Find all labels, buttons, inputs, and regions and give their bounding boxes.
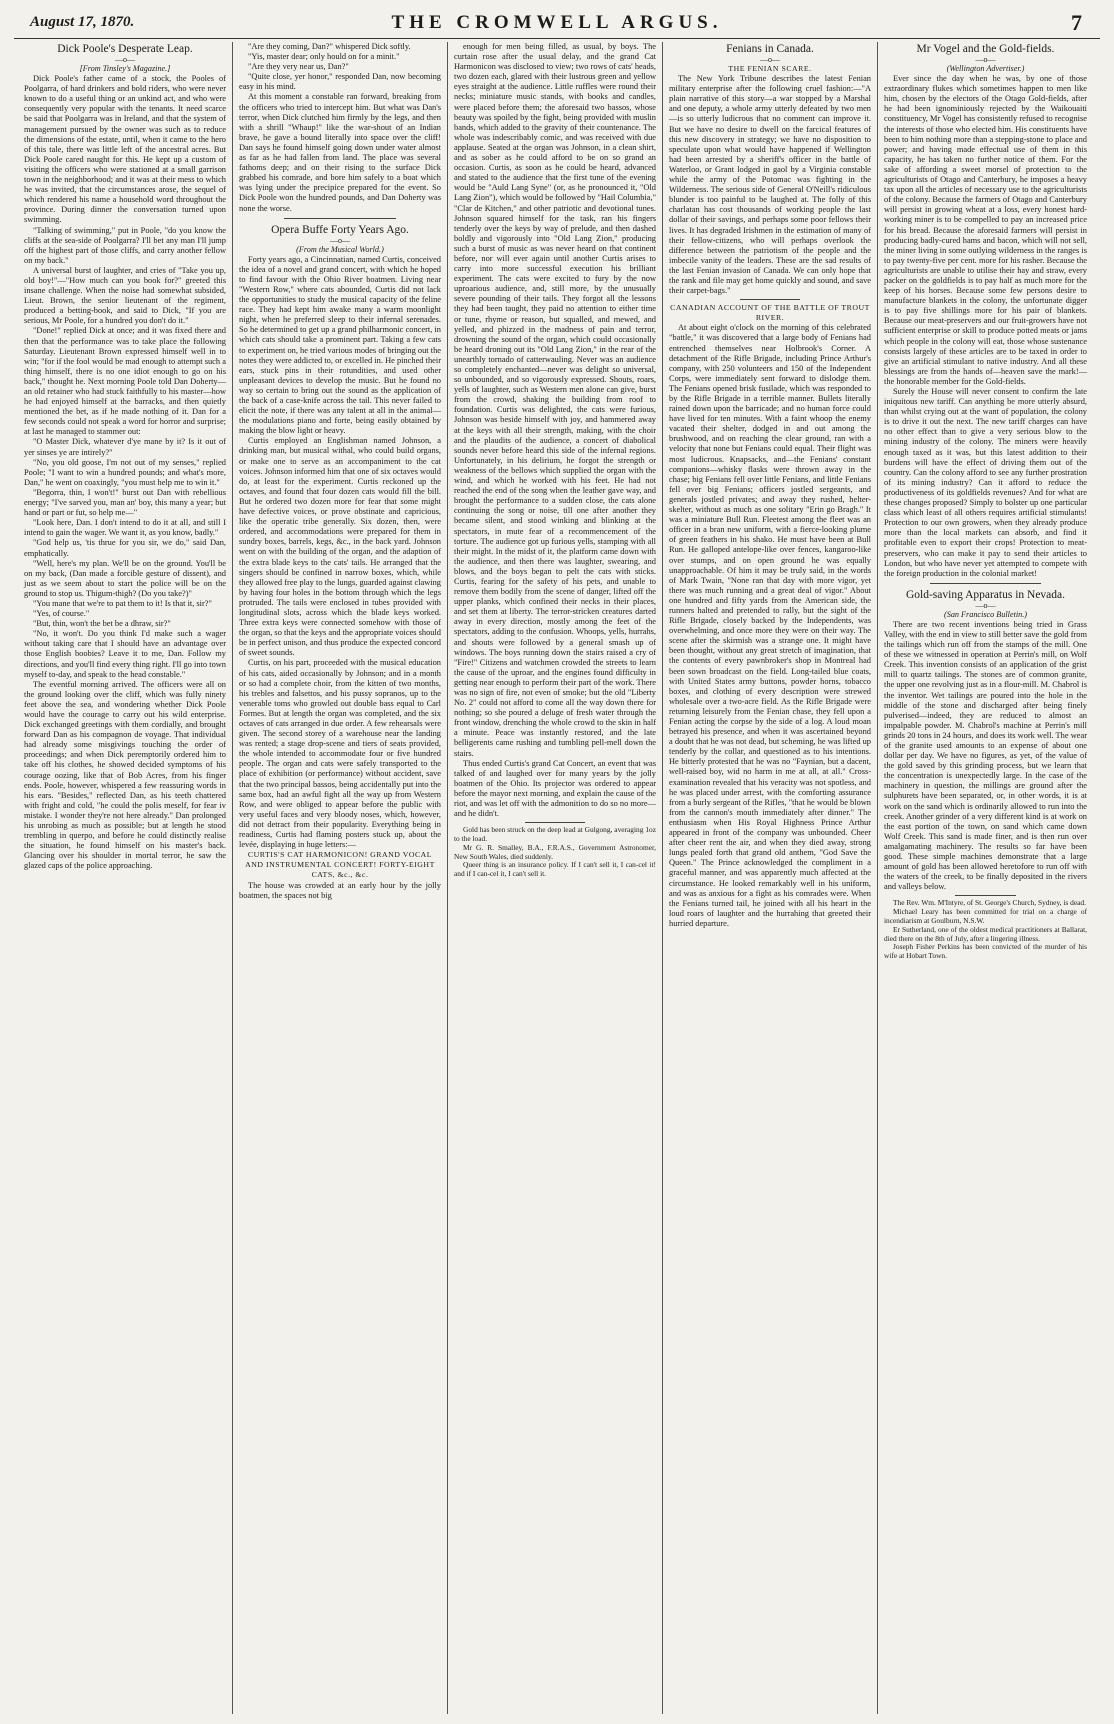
- newspaper-title: THE CROMWELL ARGUS.: [391, 12, 723, 33]
- article-paragraph: At this moment a constable ran forward, breaking from the officers who tried to intercept him. But what was Dan's terror, when Dick clutched him firmly by the legs, and then with a shrill "Whaup!" like the war-shout of an Indian brave, he gave a bound literally into space over the cliff! Dan says he found himself going down under water almost as far as he had fallen from land. The place was several fathoms deep; and on their rising to the surface Dick grabbed his comrade, and bore him safely to a boat which was lying under the precipice prepared for the event. So Dick Poole won the hundred pounds, and Dan Doherty was none the worse.: [239, 92, 441, 213]
- article-paragraph: "No, it won't. Do you think I'd make such a wager without taking care that I should have an advantage over those English boobies? Leave it to me, Dan. Follow my directions, and you'll find every thing right. I'll go into town myself to-day, and speak to the head constable.": [24, 629, 226, 679]
- article-paragraph: "Look here, Dan. I don't intend to do it at all, and still I intend to gain the wager. We want it, as you know, badly.": [24, 518, 226, 538]
- news-brief: Joseph Fisher Perkins has been convicted of the murder of his wife at Hobart Town.: [884, 942, 1087, 961]
- article-source: (From the Musical World.): [296, 244, 384, 254]
- news-brief: Mr G. R. Smalley, B.A., F.R.A.S., Government Astronomer, New South Wales, died suddenly.: [454, 842, 656, 861]
- short-divider: [525, 822, 586, 823]
- issue-date: August 17, 1870.: [30, 14, 135, 30]
- article-paragraph: The house was crowded at an early hour by the jolly boatmen, the spaces not big: [239, 880, 441, 900]
- article-paragraph: A universal burst of laughter, and cries of "Take you up, old boy!"—"How much can you book for?" greeted this insane challenge. When the noise had somewhat subsided, Lieut. Brown, the senior lieutenant of the regiment, produced a betting-book, and said to Dick, "If you are serious, Mr Poole, for a hundred you don't do it.": [24, 265, 226, 326]
- news-brief: Er Sutherland, one of the oldest medical practitioners at Ballarat, died there on the 8th of July, after a lingering illness.: [884, 924, 1087, 943]
- article-paragraph: "Talking of swimming," put in Poole, "do you know the cliffs at the sea-side of Poolgarra? I'll bet any man I'll jump off the highest part of those cliffs, and carry another fellow on my back.": [24, 225, 226, 265]
- article-columns: [18, 42, 1096, 1714]
- separator-ornament: —o—: [760, 55, 780, 64]
- article-source: (San Francisco Bulletin.): [944, 609, 1027, 619]
- article-paragraph: "God help us, 'tis thrue for you sir, we do," said Dan, emphatically.: [24, 538, 226, 558]
- masthead: [14, 8, 1100, 39]
- article-paragraph: The New York Tribune describes the latest Fenian military enterprise after the following cruel fashion:—"A plain narrative of this story—a war stopped by a Marshal and one deputy, a whole army utterly defeated by two men—is so utterly ludicrous that no comment can improve it. But we have no desire to dwell on the farcical features of this new discovery in strategy; we have no disposition to speculate upon what would have happened if Wellington had been arrested by a sheriff's officer in the battle of Waterloo, or Grant lodged in gaol by a Virginia constable while the army of the Potomac was fighting in the Wilderness. The serious side of General O'Neill's ridiculous blunder is too painful to be laughed at. The folly of this charlatan has cost thousands of working people the last dollar of their savings, and perhaps some poor fellows their lives. It has degraded Irishmen in the estimation of many of their fellow-citizens, who will perhaps overlook the difference between the patriotism of the people and the imbecile vanity of the leaders. These are the sad results of the last Fenian invasion of Canada. We can only hope that the rank and file may get home quickly and sound, and save their carpet-bags.": [669, 74, 871, 296]
- article-paragraph: "O Master Dick, whatever d'ye mane by it? Is it out of yer sinses ye are intirely?": [24, 437, 226, 457]
- article-paragraph: "Begorra, thin, I won't!" burst out Dan with rebellious energy; "I've sarved you, man an' boy, this many a year; but hand or part or fut, so help me—": [24, 487, 226, 518]
- article-paragraph: "Yes, of course.": [33, 609, 90, 619]
- article-paragraph: "You mane that we're to pat them to it! Is that it, sir?": [33, 598, 212, 608]
- separator-ornament: —o—: [975, 55, 996, 64]
- news-brief: Gold has been struck on the deep lead at Gulgong, averaging 1oz to the load.: [454, 825, 656, 844]
- article-paragraph: "Well, here's my plan. We'll be on the ground. You'll be on my back, (Dan made a forcible gesture of dissent), and just as we seem about to start the police will be on the ground to stop us. Thigum-thigh? (Do you take?)": [24, 558, 226, 598]
- page-number: 7: [1071, 10, 1082, 35]
- article-headline: Dick Poole's Desperate Leap.: [57, 43, 193, 55]
- article-paragraph: "Are they coming, Dan?" whispered Dick softly.: [248, 42, 411, 51]
- article-headline: Fenians in Canada.: [726, 43, 814, 55]
- article-subheading: THE FENIAN SCARE.: [728, 64, 812, 73]
- column-5: [878, 42, 1093, 1714]
- news-brief: Michael Leary has been committed for trial on a charge of incendiarism at Goulburn, N.S.W.: [884, 907, 1087, 925]
- article-headline: Gold-saving Apparatus in Nevada.: [905, 588, 1066, 601]
- article-paragraph: "Yis, master dear; only hould on for a minit.": [248, 52, 400, 62]
- article-paragraph: Thus ended Curtis's grand Cat Concert, an event that was talked of and laughed over for many years by the jolly boatmen of the Ohio. Its projector was ordered to appear before the mayor next morning, and explain the cause of the riot, and was let off with the admonition to do so no more—and he didn't.: [454, 758, 656, 819]
- news-brief: Queer thing is an insurance policy. If I can't sell it, I can-cel it! and if I can-cel it, I can't sell it.: [454, 860, 656, 879]
- short-divider: [955, 895, 1016, 896]
- article-paragraph: The eventful morning arrived. The officers were all on the ground looking over the cliff, which was fully ninety feet above the sea, and wondering whether Dick Poole would have the courage to carry out his wild enterprise. Dick exchanged greetings with them cordially, and brought forward Dan as his compagnon de voyage. That individual had already some misgivings touching the order of proceedings; and when Dick peremptorily ordered him to take off his clothes, he showed decided symptoms of his courage oozing, like that of Bob Acres, from his finger ends. Poole, however, whispered a few reassuring words in his ears. "Besides," reflected Dan, as his teeth chattered with fright and cold, "he could the polis meself, for fear iv mistake. I wonder they're not here already." Dan prolonged his unrobing as much as possible; but at length he stood trembling in querpo, and before he could distinctly realise the situation, he found himself on his master's back. Glancing over his shoulder in mortal terror, he saw the glazed caps of the police approaching.: [24, 679, 226, 871]
- separator-ornament: —o—: [330, 235, 350, 245]
- article-paragraph: "Done!" replied Dick at once; and it was fixed there and then that the performance was to take place the following Saturday. Lieutenant Brown expressed himself well in to win; "for if the fool would be mad enough to attempt such a thing himself, there is no one idiot enough to go on his back," thought he. Next morning Poole told Dan Doherty—an old retainer who had stuck faithfully to his master—how he had enjoyed himself at the barracks, and then quietly mentioned the bet, as if he made nothing of it. Dan for a few seconds could not speak a word for horror and surprise; at last he managed to stammer out:: [24, 326, 226, 437]
- article-paragraph: "But, thin, won't the bet be a dhraw, sir?": [33, 619, 171, 629]
- column-2: [233, 42, 448, 1714]
- article-paragraph: There are two recent inventions being tried in Grass Valley, with the end in view to still better save the gold from the tailings which run off from the stamps of the mill. One of these we witnessed in operation at Perrin's mill, on Wolf Creek. This invention consists of an application of the grist mill to quartz tailings. The stones are of common granite, the upper one revolving just as in a flour-mill. M. Chabrol is the inventor. Wet tailings are poured into the hole in the middle of the stone and discharged after being finely pulverised—indeed, they are reduced to almost an impalpable powder. M. Chabrol's machine at Perrin's mill grinds 20 tons in 24 hours, and does its work well. The wear of the granite used amounts to an expense of about one dollar per day. We have no figures, as yet, of the value of the gold saved by this grinding process, but we learn that the concentration is unexpectedly large. In the case of the machinery in question, the millings are ground after the sulphurets have been separated, or, in other words, it is at work on the sand which is ordinarily allowed to run into the creek. Another grinder of a very different kind is at work on the east portion of the town, on sand which came down Wolf Creek. This sand is made finer, and is then run over amalgamating machinery. The results so far have been good. These simple machines demonstrate that a large amount of gold has been allowed heretofore to run off with the waters of the creek, to be finally deposited in the rivers and valleys below.: [884, 619, 1087, 892]
- article-subheading: CANADIAN ACCOUNT OF THE BATTLE OF TROUT RIVER.: [670, 303, 870, 323]
- article-paragraph: At about eight o'clock on the morning of this celebrated "battle," it was discovered that a large body of Fenians had entrenched themselves near Holbrook's Corner. A detachment of the Rifle Brigade, including Prince Arthur's company, with 250 volunteers and 150 of the Independent Corps, were immediately sent forward to dislodge them. The Fenians opened brisk fusilade, which was responded to by the Rifle Brigade in a terrible manner. Bullets literally rained down upon the barricade; and no human force could have lived for ten minutes. With a faint whoop the enemy vacated their shelter, dodged in and out among the brushwood, and on reaching the clear ground, ran with a velocity that none but Fenians could equal. Their flight was most ludicrous. Knapsacks, and—the Fenians' constant companions—whisky flasks were thrown away in the chase; big Fenians fell over little Fenians, and little Fenians fell over big Fenians; officers jostled sergeants, and generals jostled privates; and away they rushed, helter-skelter, without as much as one solitary "Erin go Bragh." It was a miniature Bull Run. Fleetest among the fleet was an officer in a bran new uniform, with a fierce-looking plume of green feathers in his shako. He must have been at Bull Run. He galloped antelope-like over fences, kangaroo-like over stumps, and on open ground he was equally unapproachable. Of him it may be truly said, in the words of Mark Twain, "None ran that day with more vigor, yet there was much running and a great deal of vigor." About one hundred and fifty yards from the American side, the runners halted and pretended to rally, but the sight of the Rifle Brigade, closely backed by the Independents, was overwhelming, and once more they were on their way. The scene after the skirmish was a strange one. It might have been thought, without any great stretch of imagination, that the contents of every pawnbroker's shop in Montreal had been sown broadcast on the field. Long-tailed blue coats, with United States army buttons, powder horns, tobacco boxes, and clothing of every description were strewed wholesale over a two-acre field. As the Rifle Brigade were returning leisurely from the Fenian chase, they fell upon a Fenian acting the corpse by the side of a log. A loud moan betrayed his presence, and when it was ascertained beyond a doubt that he was not dead, but scheming, he was lifted up tenderly by the collar, and questioned as to his intentions. He bitterly protested that he was no "Faynian, but a dacent, well-raised boy, wid no harm in me at all, at all." Cross-examination revealed that his veracity was not spotless, and he was placed under arrest, with the comforting assurance from a burly sergeant of the Rifles, "that he would be blown from the cannon's mouth immediately after dinner." The enthusiasm when His Royal Highness Prince Arthur appeared in front of the company was unbounded. Cheer after cheer rent the air, and when they died away, strong lungs pealed forth that grand old anthem, "God Save the Queen." The Prince acknowledged the compliment in a graceful manner, and was apparently much affected at the circumstance. He looked remarkably well in his uniform, and was as anxious for a fight as his comrades were. When the Fenians turned tail, he joined with all his heart in the loud roars of laughter and the hurrahing that greeted their hurried departure.: [669, 323, 871, 928]
- article-paragraph: Forty years ago, a Cincinnatian, named Curtis, conceived the idea of a novel and grand concert, with which he hoped to find favour with the Ohio River boatmen. Living near "Western Row," where cats abounded, Curtis did not lack the opportunities to study the musical capacity of the feline race. They had kept him awake many a warm moonlight night, when he preferred sleep to their infernal serenades. So he determined to get up a grand philharmonic concert, in which cats should take a prominent part. Taking a few cats to experiment on, he tried various modes of bringing out the notes they were addicted to, or excelled in. He pinched their ears, stuck pins in their rotundities, and used other unpleasant devices to develop the music. But he found no way so certain to bring out the sound as the application of the back of a case-knife across the tail. This never failed to elicit the note, if there was any talent at all in the animal—the modulations piano and forte, being easily obtained by making the blow light or heavy.: [239, 254, 441, 436]
- article-paragraph: enough for men being filled, as usual, by boys. The curtain rose after the usual delay, and the grand Cat Harmonicon was disclosed to view; two rows of cats' heads, two dozen each, glared with their lustrous green and yellow eyes straight at the audience. Little ruffles were round their necks; miniature music stands, with books and candles, were placed before them; the aforesaid two bassos, whose beauty was spoiled by the fight, being provided with muslin bands, which added to the gravity of their countenance. The whole was indescribably comic, and was received with due applause. Seated at the organ was Johnson, in a clean shirt, and as sober as he could afford to be on so grand an occasion. Curtis, as soon as he could be heard, advanced and stated to the audience that the first tune of the evening would be "Auld Lang Syne" (or, as he pronounced it, "Old Lang Zion"), which would be followed by "Hail Columbia," "Clar de Kitchen," and other patriotic and devotional tunes. Johnson squared himself for the task, ran his fingers tenderly over the keys by way of prelude, and then dashed boldly and vigorously into "Old Lang Zion," producing such a burst of music as was never heard on that continent before, nor will ever again until another Curtis arises to carry into more successful execution his brilliant experiment. The cats were excited to fury by the now uproarious audience, and, still more, by the unusually severe pounding of their tails. They forgot all the lessons they had been taught, they paid no attention to either time or tune, rhyme or reason, but squalled, and mewed, and yelled, and phizzed in the madness of pain and terror, drowning the sound of the organ, which could occasionally be heard droning out its "Old Lang Zion," in the rear of the unearthly tornado of catterwauling. Never was an audience so completely enchanted—never was delight so universal, so unbounded, and so vigorously expressed. Shouts, roars, yells of laughter, such as Western men alone can give, burst from the crowd, shaking the building from roof to foundation. Curtis was delighted, the cats were furious, Johnson was beside himself with joy, and hammered away at the keys with all their strength, making, with the choir and the plaudits of the audience, a concert of diabolical sounds never before heard this side of the infernal regions. Unfortunately, in his delirium, he forgot the strength or weakness of the bellows which supplied the organ with the wind, and which he worked with his feet. He had not reached the end of the song when the leather gave way, and brought the performance to a sudden close, the cats alone continuing the song or noise, till one after another they became silent, and stood winking and blinking at the spectators, in mute fear of a recommencement of the torture. The audience got up furious yells, stamping with all their might. In the midst of it, the platform came down with the audience, and then there was laughter, swearing, and blows, and the boys began to pelt the cats with sticks. Curtis, fearing for the safety of his pets, and unable to remove them bodily from the scene of danger, lifted off the upper planks, which confined their necks in their places, and set them at liberty. The terror-stricken creatures darted away in every direction, mostly among the feet of the spectators, adding to the confusion. Whoops, yells, hurrahs, and shouts were followed by a general smash up of windows. The boys running down the stairs raised a cry of "Fire!" Citizens and watchmen crowded the streets to learn the cause of the uproar, and the engines found difficulty in getting near enough to perform their part of the work. There was no sign of fire, not even of smoke; but the old "Liberty No. 2" could not afford to come all the way down there for nothing; so she poured a deluge of fresh water through the front window, drenching the whole crowd to the skin in half a minute. Peace was instantly restored, and the late belligerents came rushing and tumbling pell-mell down the stairs.: [454, 42, 656, 758]
- article-paragraph: Curtis employed an Englishman named Johnson, a drinking man, but musical withal, who could build organs, or make one to serve as an accompaniment to the cat voices. Johnson informed him that one of six octaves would do, at least for the experiment. Curtis reckoned up the octaves, and found that four dozen cats would fill the bill. But he ordered two dozen more for fear that some might have defective voices, or prove obstinate and capricious, like the operatic tribe generally. Six dozen, then, were ordered, and accommodations were prepared for them in sundry boxes, barrels, kegs, &c., in the back yard. Johnson went on with the building of the organ, and the adaption of the extra blade keys to the cats' tails. He arranged that the singers should be confined in narrow boxes, which, while they allowed free play to the lungs, guarded against clawing by having four holes in the bottom through which the legs protruded. The tails were enclosed in tubes provided with longitudinal slots, across which the blade keys worked. Three extra keys were connected somehow with those of the organ, so that the keys and the appropriate voices should be in perfect unison, and thus produce the expected concord of sweet sounds.: [239, 436, 441, 658]
- section-divider: [930, 583, 1042, 584]
- article-paragraph: Ever since the day when he was, by one of those extraordinary flukes which sometimes happen to men like him, chosen by the electors of the Otago Gold-fields, after he had been ignominiously rejected by the Waikouaiti constituency, Mr Vogel has consistently refused to recognise the interests of those who elected him. His constituents have been to him nothing more than a stepping-stone to place and power; and having made effectual use of them in this capacity, he has taken no further notice of them. For the sake of affording a sweet morsel of protection to the agriculturists of Otago and Canterbury, he imposes a heavy tax upon all the articles of necessary use to the agriculturists of the colony. Because the farmers of Otago and Canterbury will persist in growing wheat at a loss, every honest hard-working miner is to be compelled to pay an increased price for his bread. Because the aforesaid farmers will persist in producing badly-cured hams and bacon, which will not sell, the miner living in some outlying wilderness in the ranges is to pay twenty-five per cent. more for his rasher. Because the agriculturists are unable to utilise their hay and straw, every packer on the goldfields is to pay half as much more for the keep of his horses. Because some few persons desire to manufacture blankets in the colony, the unfortunate digger is to pay five shillings more for his pair of blankets. Because our meat-preservers and our fruit-growers have not sufficient enterprise or skill to produce potted meats or jams which people in the colony will eat, those whose sustenance consists largely of these articles are to be taxed in order to give an artificial stimulant to native industry. And all these blessings are from the hands of—heaven save the mark!—the honorable member for the Gold-fields.: [884, 74, 1087, 386]
- article-subheading: CURTIS'S CAT HARMONICON! GRAND VOCAL AND INSTRUMENTAL CONCERT! FORTY-EIGHT CATS, &c., &c.: [245, 850, 435, 880]
- separator-ornament: —o—: [975, 600, 996, 610]
- column-1: [18, 42, 233, 1714]
- article-headline: Opera Buffe Forty Years Ago.: [271, 223, 409, 236]
- article-paragraph: Dick Poole's father came of a stock, the Pooles of Poolgarra, of hard drinkers and bold riders, who were never known to do a useful thing or an unkind act, and who were consequently very popular with the tenants. It need scarce be said that Poolgarra was in Ireland, and that the system of management pursued by the owner was such as to reduce the dimensions of the estate, until, when it came to the hero of this tale, there was little left of the ancestral acres. But Dick Poole cared naught for this. He kept up a custom of visiting the officers who were stationed at a small garrison town in the neighborhood; and it was at their mess to which he was invited, that the circumstances arose, the sequel of which rendered his name a household word throughout the province. During dinner the conversation turned upon swimming.: [24, 74, 226, 225]
- article-source: (Wellington Advertiser.): [946, 64, 1025, 73]
- article-paragraph: Curtis, on his part, proceeded with the musical education of his cats, aided occasionally by Johnson; and in a month or so had a complete choir, from the kitten of two months, his trebles and falsettos, and his pussy sopranos, up to the venerable toms who growled out double bass equal to Carl Formes. But at length the organ was completed, and the six octaves of cats arranged in due order. A few rehearsals were given. The second storey of a warehouse near the landing was rented; a stage drop-scene and tiers of seats provided, the whole intended to accommodate four or five hundred people. The organ and cats were safely transported to the place of exhibition (or performance) without accident, save that the two principal bassos, being accidentally put into the same box, had an awful fight all the way up from Western Row, and were obliged to appear before the public with very useful faces and very bloody noses, which, however, did not detract from their popularity. Everything being in readiness, Curtis had flaming posters stuck up, about the levée, displaying in huge letters:—: [239, 658, 441, 850]
- column-4: [663, 42, 878, 1714]
- article-paragraph: "Quite close, yer honor," responded Dan, now becoming easy in his mind.: [239, 72, 441, 92]
- section-divider: [284, 218, 395, 219]
- article-paragraph: "Are they very near us, Dan?": [248, 62, 349, 72]
- article-source: [From Tinsley's Magazine.]: [79, 64, 171, 73]
- separator-ornament: —o—: [115, 55, 135, 64]
- news-brief: The Rev. Wm. M'Intyre, of St. George's Church, Sydney, is dead.: [893, 898, 1086, 908]
- article-headline: Mr Vogel and the Gold-fields.: [916, 43, 1055, 55]
- short-divider: [740, 299, 801, 300]
- article-paragraph: Surely the House will never consent to confirm the late iniquitous new tariff. Can anything be more utterly absurd, than whilst crying out at the want of population, the colony is to drive it out the next. The new tariff charges can have no other effect than to give a very serious blow to the mining industry of the colony. The miners were heavily enough taxed as it was, but this latest addition to their burdens will have the effect of driving them out of the country. Can the colony afford to see any further prostration of its mining industry? Can it afford to reduce the productiveness of its goldfields revenues? And for what are these changes proposed? Simply to bolster up one particular class which least of all others requires artificial stimulants! Protection to our own growers, when they already produce more than the local markets can absorb, and find it profitable even to export their crops! Protection to meat-preservers, who can make it pay to send their articles to London, but who have never yet attempted to compete with the foreign production in the colonial market!: [884, 387, 1087, 578]
- column-3: [448, 42, 663, 1714]
- article-paragraph: "No, you old goose, I'm not out of my senses," replied Poole; "I want to win a hundred pounds; and what's more, Dan," he went on coaxingly, "you must help me to win it.": [24, 457, 226, 487]
